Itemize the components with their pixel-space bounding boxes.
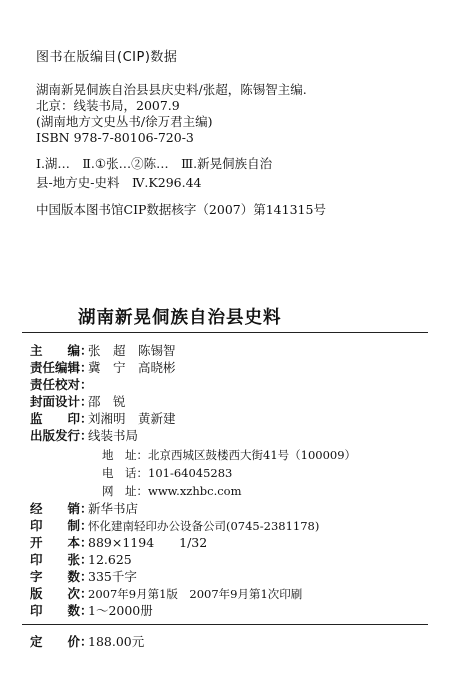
- edition-row: [30, 587, 302, 601]
- phone-value: 101-64045283: [148, 466, 233, 480]
- print-run-label: 印 数：: [30, 603, 93, 618]
- website-row: [102, 483, 242, 499]
- word-count-label: 字 数：: [30, 569, 93, 584]
- title-divider-top: [22, 332, 428, 333]
- price-row: [30, 635, 144, 649]
- price-value: 188.00元: [88, 634, 145, 649]
- publisher-value: 线装书局: [88, 428, 139, 443]
- word-count-value: 335千字: [88, 569, 137, 584]
- proofreader-label: 责任校对：: [30, 377, 93, 392]
- supervisor-row: [30, 412, 176, 426]
- supervisor-value: 刘湘明 黄新建: [88, 411, 176, 426]
- cip-isbn-line: ISBN 978-7-80106-720-3: [36, 130, 194, 145]
- format-value: 889×1194 1/32: [88, 535, 208, 550]
- printer-row: [30, 519, 319, 533]
- cover-design-row: [30, 395, 126, 409]
- address-value: 北京西城区鼓楼西大街41号（100009）: [148, 448, 357, 462]
- cip-series-line: (湖南地方文史丛书/徐万君主编): [36, 114, 213, 129]
- sheets-row: [30, 553, 132, 567]
- price-label: 定 价：: [30, 634, 93, 649]
- sheets-label: 印 张：: [30, 552, 93, 567]
- print-run-row: [30, 604, 153, 618]
- distributor-label: 经 销：: [30, 501, 93, 516]
- sheets-value: 12.625: [88, 552, 132, 567]
- cip-publisher-line: 北京：线装书局，2007.9: [36, 98, 180, 113]
- distributor-value: 新华书店: [88, 501, 139, 516]
- website-label: 网 址：: [102, 484, 148, 498]
- chief-editor-label: 主 编：: [30, 343, 93, 358]
- website-value: www.xzhbc.com: [148, 484, 242, 498]
- responsible-editor-label: 责任编辑：: [30, 360, 93, 375]
- publisher-label: 出版发行：: [30, 428, 93, 443]
- address-label: 地 址：: [102, 448, 148, 462]
- responsible-editor-row: [30, 361, 176, 375]
- format-row: [30, 536, 207, 550]
- cip-classification-line-2: 县-地方史-史料 Ⅳ.K296.44: [36, 175, 202, 190]
- print-run-value: 1～2000册: [88, 603, 153, 618]
- phone-label: 电 话：: [102, 466, 148, 480]
- cip-title-line: 湖南新晃侗族自治县县庆史料/张超，陈锡智主编.: [36, 82, 307, 97]
- responsible-editor-value: 冀 宁 高晓彬: [88, 360, 176, 375]
- phone-row: [102, 465, 232, 481]
- chief-editor-row: [30, 344, 176, 358]
- publisher-row: [30, 429, 138, 443]
- proofreader-row: [30, 377, 93, 392]
- cover-design-label: 封面设计：: [30, 394, 93, 409]
- supervisor-label: 监 印：: [30, 411, 93, 426]
- distributor-row: [30, 502, 138, 516]
- price-divider: [22, 624, 428, 625]
- chief-editor-value: 张 超 陈锡智: [88, 343, 176, 358]
- cover-design-value: 邵 锐: [88, 394, 126, 409]
- printer-label: 印 制：: [30, 518, 93, 533]
- word-count-row: [30, 570, 137, 584]
- cip-classification-line-1: Ⅰ.湖… Ⅱ.①张…②陈… Ⅲ.新晃侗族自治: [36, 156, 273, 171]
- book-title: 湖南新晃侗族自治县史料: [78, 308, 282, 328]
- format-label: 开 本：: [30, 535, 93, 550]
- cip-record-number: 中国版本图书馆CIP数据核字（2007）第141315号: [36, 202, 326, 217]
- cip-heading: 图书在版编目(CIP)数据: [36, 50, 178, 65]
- printer-value: 怀化建南轻印办公设备公司(0745-2381178): [88, 519, 320, 533]
- address-row: [102, 447, 356, 463]
- edition-label: 版 次：: [30, 586, 93, 601]
- edition-value: 2007年9月第1版 2007年9月第1次印刷: [88, 587, 303, 601]
